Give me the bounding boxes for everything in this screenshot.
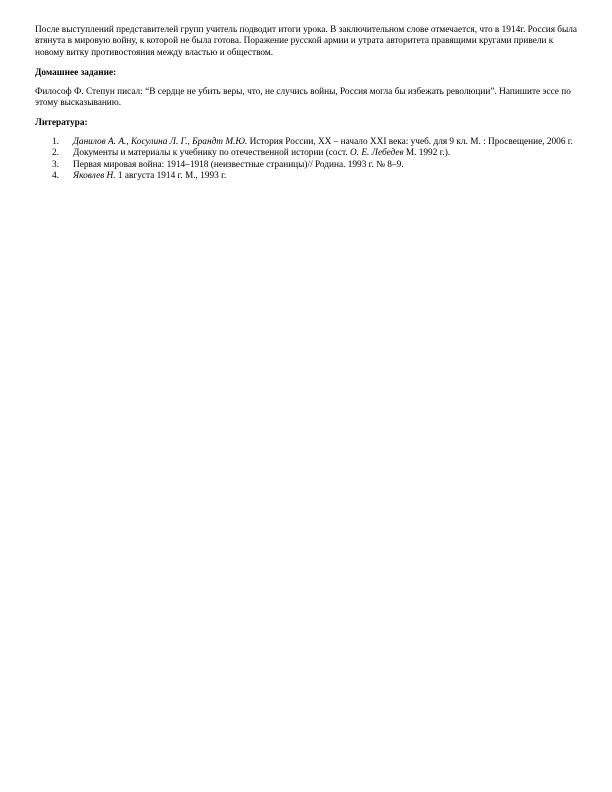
literature-item-text	[73, 137, 578, 148]
literature-author: Яковлев Н.	[73, 171, 116, 182]
literature-author: О. Е. Лебедев	[349, 148, 404, 159]
literature-details: История России, XX – начало XXI века: учеб. для 9 кл. М. : Просвещение, 2006 г.	[247, 136, 573, 147]
literature-item-text	[73, 160, 578, 171]
literature-heading: Литература:	[35, 118, 88, 129]
literature-item	[35, 160, 580, 171]
literature-list	[35, 137, 580, 183]
literature-item-text	[73, 148, 578, 159]
homework-text: Философ Ф. Степун писал: “В сердце не убить веры, что, не случись войны, Россия могла бы избежать революции”. Напишите эссе по этому высказыванию.	[35, 86, 571, 109]
list-number: 2.	[52, 148, 59, 159]
intro-paragraph: После выступлений представителей групп учитель подводит итоги урока. В заключительном слове отмечается, что в 1914г. Россия была втянута в мировую войну, к которой не была готова. Поражение русской армии и утрата авторитета правящими кругами привели к новому витку противостояния между властью и обществом.	[35, 25, 578, 58]
literature-details: Первая мировая война: 1914–1918 (неизвестные страницы)// Родина. 1993 г. № 8–9.	[73, 159, 404, 170]
literature-item	[35, 137, 580, 148]
literature-details: 1 августа 1914 г. М., 1993 г.	[115, 171, 227, 182]
literature-item-text	[73, 171, 578, 182]
literature-item	[35, 148, 580, 159]
homework-heading: Домашнее задание:	[35, 68, 117, 79]
list-number: 3.	[52, 159, 59, 170]
literature-details: М. 1992 г.).	[403, 148, 451, 159]
list-number: 4.	[52, 171, 59, 182]
literature-author: Данилов А. А., Косулина Л. Г., Брандт М.Ю.	[73, 136, 248, 147]
document-content	[35, 25, 580, 182]
literature-details-prefix: Документы и материалы к учебнику по отечественной истории (сост.	[73, 148, 350, 159]
list-number: 1.	[52, 136, 59, 147]
literature-item	[35, 171, 580, 182]
